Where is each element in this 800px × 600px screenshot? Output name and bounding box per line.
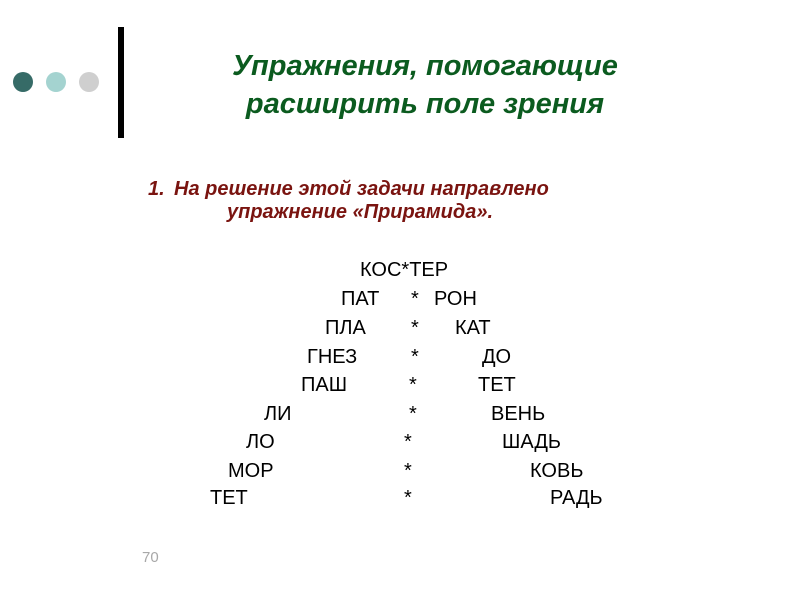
pyramid-star: * bbox=[409, 374, 417, 396]
pyramid-right-part: КОВЬ bbox=[530, 460, 584, 482]
pyramid-right-part: ДО bbox=[482, 346, 512, 368]
slide-title-line-1: Упражнения, помогающие bbox=[232, 50, 618, 82]
pyramid-star: * bbox=[411, 317, 419, 339]
pyramid-star: * bbox=[404, 431, 412, 453]
pyramid-star: * bbox=[404, 487, 412, 509]
page-number: 70 bbox=[142, 549, 159, 566]
pyramid-left-part: ЛИ bbox=[264, 403, 292, 425]
pyramid-right-part: ВЕНЬ bbox=[491, 403, 546, 425]
pyramid-left-part: ЛО bbox=[246, 431, 275, 453]
pyramid-left-part: ТЕТ bbox=[210, 487, 248, 509]
pyramid-left-part: ПАШ bbox=[301, 374, 348, 396]
pyramid-left-part: ПАТ bbox=[341, 288, 380, 310]
pyramid-right-part: ШАДЬ bbox=[502, 431, 562, 453]
pyramid-star: * bbox=[409, 403, 417, 425]
pyramid-right-part: КАТ bbox=[455, 317, 491, 339]
pyramid-row-word: КОС*ТЕР bbox=[360, 259, 449, 281]
pyramid-right-part: РАДЬ bbox=[550, 487, 603, 509]
pyramid-star: * bbox=[411, 288, 419, 310]
pyramid-right-part: РОН bbox=[434, 288, 477, 310]
exercise-number: 1. bbox=[148, 178, 165, 200]
exercise-description-line-2: упражнение «Прирамида». bbox=[227, 201, 494, 223]
pyramid-right-part: ТЕТ bbox=[478, 374, 516, 396]
exercise-description-line-1: На решение этой задачи направлено bbox=[174, 178, 549, 200]
pyramid-left-part: ГНЕЗ bbox=[307, 346, 358, 368]
pyramid-left-part: МОР bbox=[228, 460, 274, 482]
pyramid-left-part: ПЛА bbox=[325, 317, 366, 339]
pyramid-star: * bbox=[411, 346, 419, 368]
slide-title-line-2: расширить поле зрения bbox=[245, 88, 605, 120]
pyramid-star: * bbox=[404, 460, 412, 482]
